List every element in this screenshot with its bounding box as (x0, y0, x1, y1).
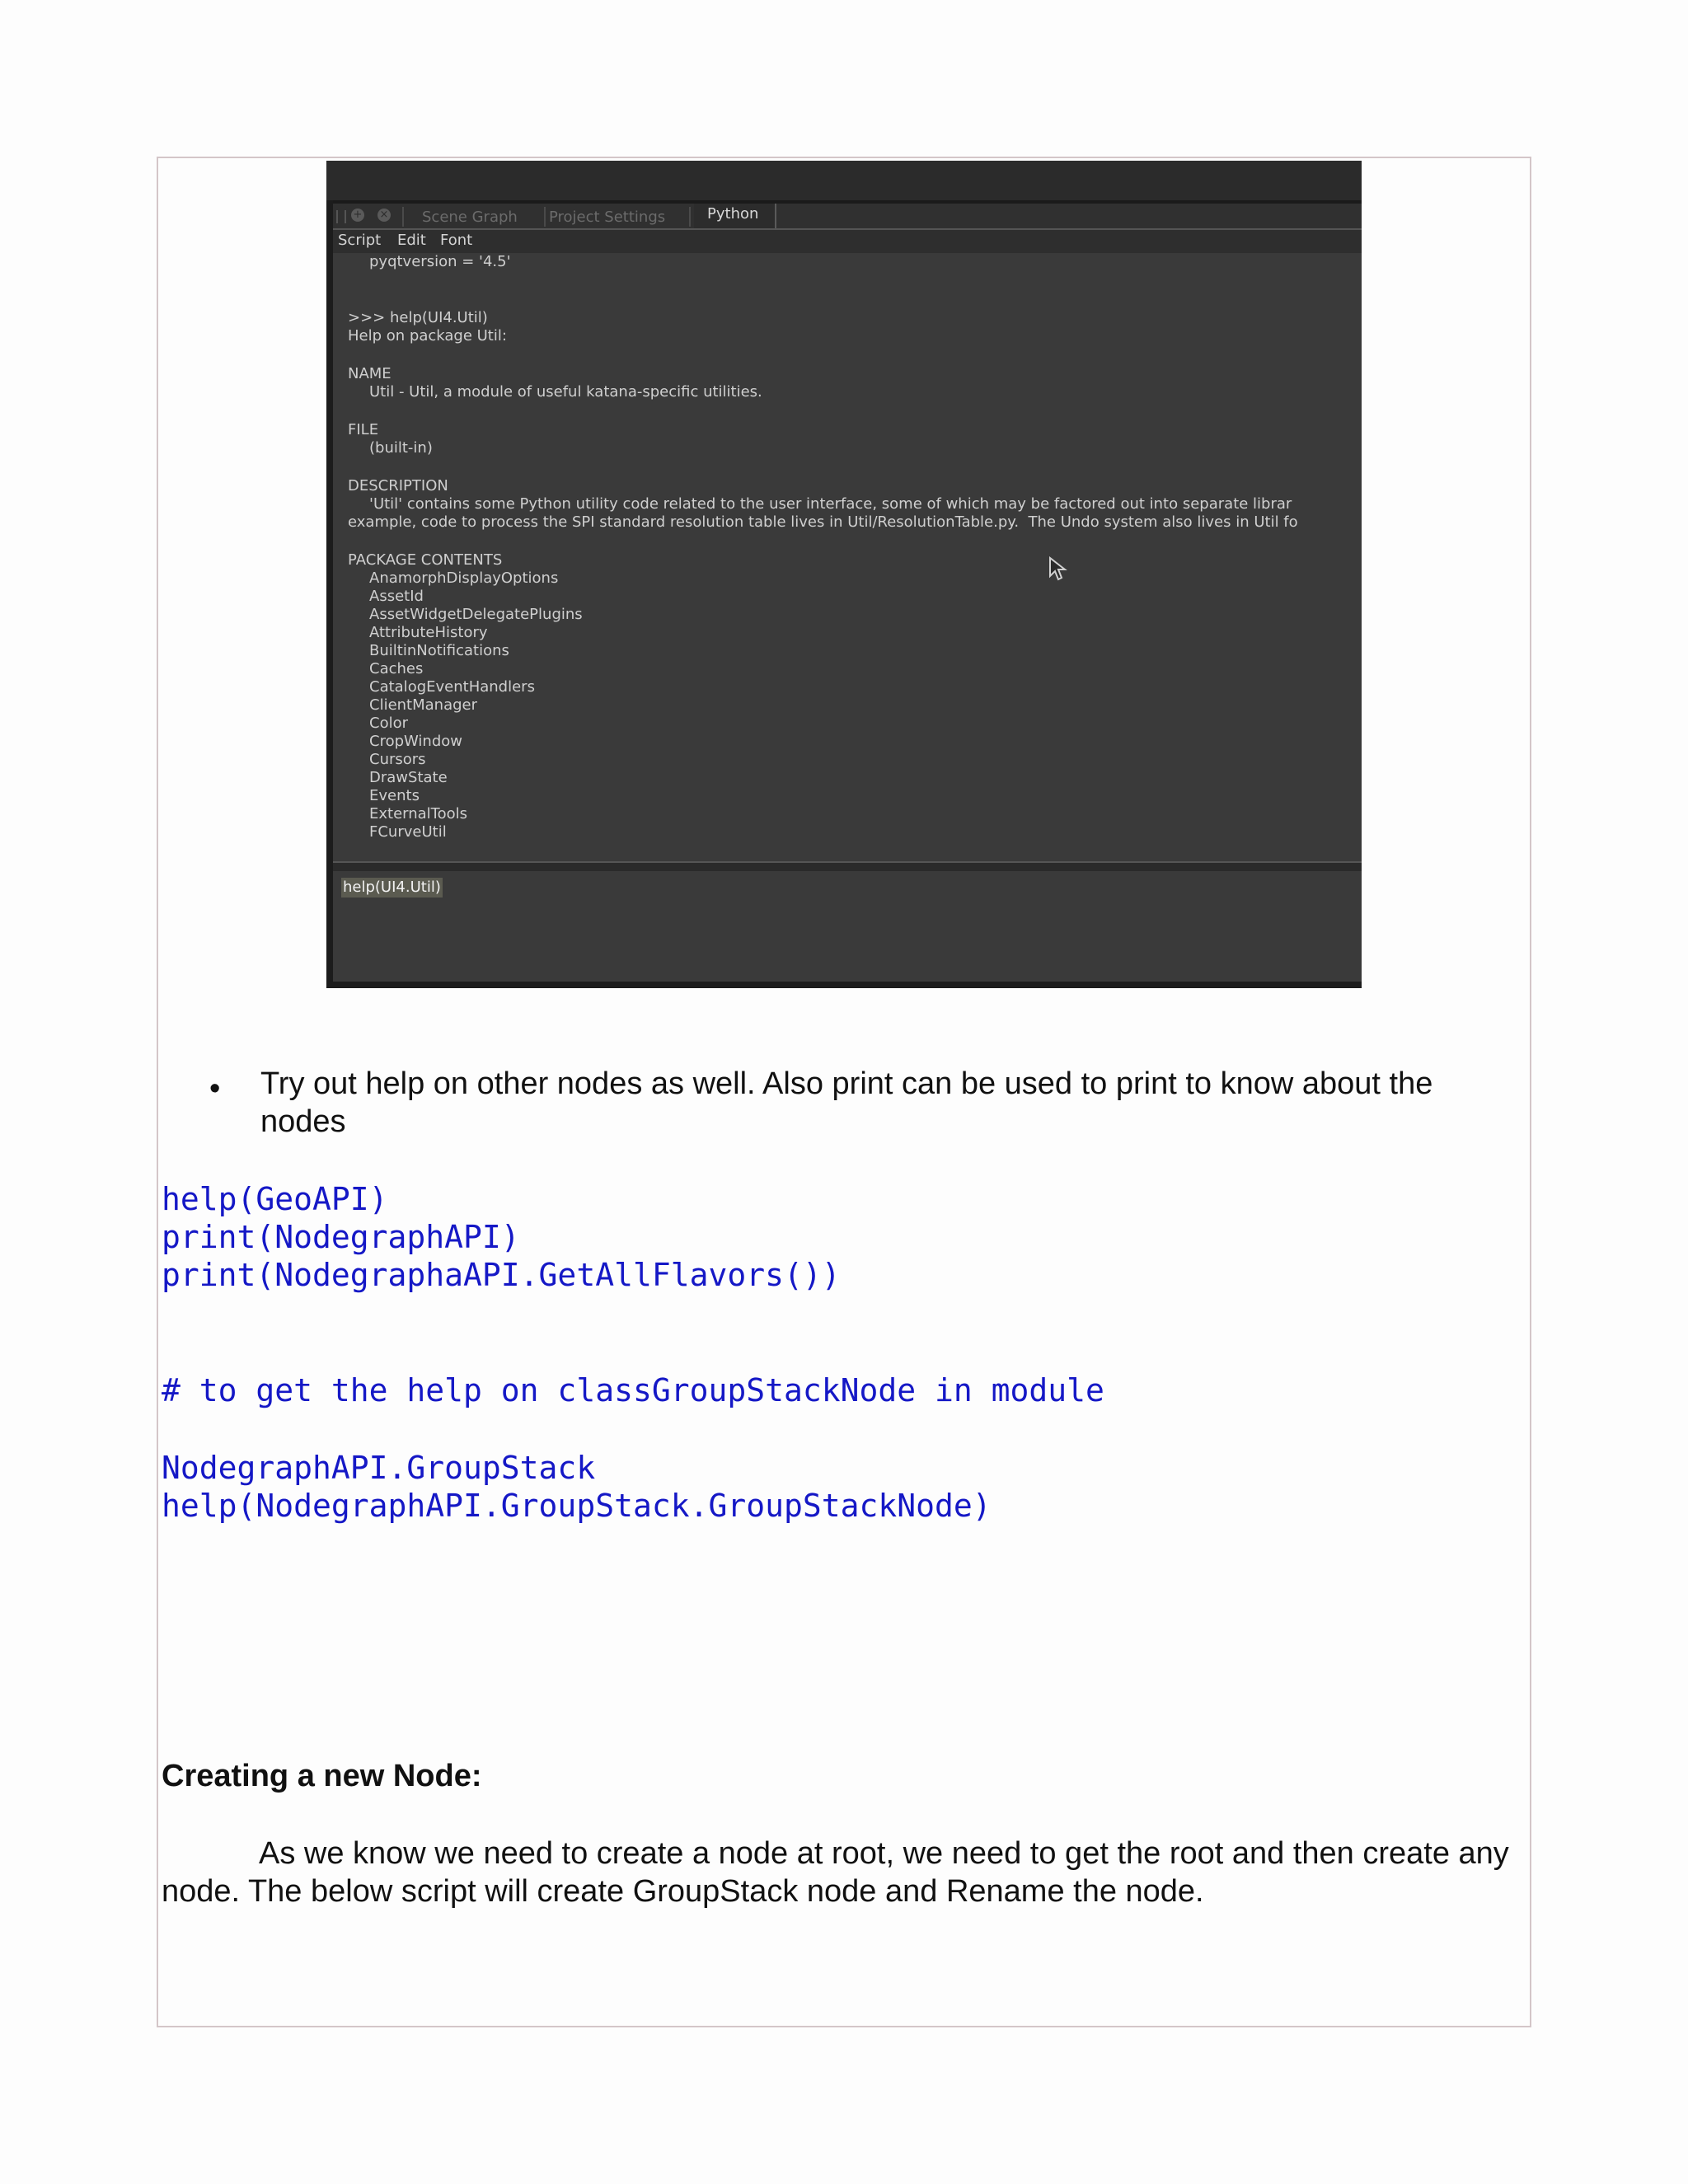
tab-separator (544, 207, 546, 227)
python-input-panel[interactable] (333, 871, 1362, 980)
output-line: Util - Util, a module of useful katana-specific utilities. (369, 383, 762, 401)
output-line: AssetId (369, 588, 424, 605)
output-text-area (340, 245, 1362, 851)
output-line: ClientManager (369, 696, 478, 714)
output-line: FILE (348, 421, 379, 438)
tab-project-settings[interactable]: Project Settings (549, 209, 666, 226)
output-line: example, code to process the SPI standard resolution table lives in Util/ResolutionTable.py. The Undo system also lives in Util fo (348, 513, 1298, 531)
output-line: >>> help(UI4.Util) (348, 309, 488, 326)
output-line: Events (369, 787, 420, 804)
bullet-point-icon: • (209, 1071, 221, 1106)
bullet-text: Try out help on other nodes as well. Also print can be used to print to know about the nodes (260, 1066, 1433, 1139)
tab-python[interactable]: Python (707, 205, 759, 223)
mouse-pointer-icon (1048, 556, 1068, 583)
output-line: AttributeHistory (369, 624, 488, 641)
tab-separator (402, 207, 404, 227)
grip-icon[interactable] (336, 210, 346, 223)
output-line: NAME (348, 365, 392, 382)
output-line: Help on package Util: (348, 327, 507, 344)
screenshot-bottom-border (326, 982, 1362, 988)
add-tab-icon[interactable]: + (351, 209, 364, 222)
output-line: DrawState (369, 769, 448, 786)
output-line: AnamorphDisplayOptions (369, 569, 559, 587)
output-line: Color (369, 715, 408, 732)
output-line: CatalogEventHandlers (369, 678, 535, 696)
python-input-text: help(UI4.Util) (343, 879, 441, 896)
screenshot-top-bar (326, 161, 1362, 205)
output-line: Caches (369, 660, 424, 677)
tab-separator (689, 207, 691, 227)
output-line: AssetWidgetDelegatePlugins (369, 606, 583, 623)
output-line: Cursors (369, 751, 426, 768)
screenshot-left-border (326, 200, 333, 988)
menu-font[interactable]: Font (440, 232, 473, 249)
output-line: PACKAGE CONTENTS (348, 551, 503, 569)
output-line: ExternalTools (369, 805, 468, 823)
code-line: help(NodegraphAPI.GroupStack.GroupStackNode) (162, 1488, 992, 1524)
output-line: 'Util' contains some Python utility code related to the user interface, some of which may be factored out into separate librar (369, 495, 1292, 513)
output-line: BuiltinNotifications (369, 642, 509, 659)
tab-scene-graph[interactable]: Scene Graph (422, 209, 518, 226)
output-line: DESCRIPTION (348, 477, 448, 494)
menu-edit[interactable]: Edit (397, 232, 426, 249)
section-heading: Creating a new Node: (162, 1759, 482, 1793)
menu-script[interactable]: Script (338, 232, 382, 249)
code-line: print(NodegraphaAPI.GetAllFlavors()) (162, 1257, 841, 1293)
output-line: pyqtversion = '4.5' (369, 253, 511, 270)
body-paragraph: As we know we need to create a node at root, we need to get the root and then create any node. The below script will create GroupStack node and Rename the node. (162, 1836, 1509, 1909)
screenshot-tab-bar (333, 204, 1362, 230)
output-line: CropWindow (369, 733, 462, 750)
code-line: help(GeoAPI) (162, 1181, 388, 1217)
python-tab-screenshot (326, 161, 1362, 988)
output-line: (built-in) (369, 439, 433, 457)
code-line: print(NodegraphAPI) (162, 1219, 520, 1255)
code-comment: # to get the help on classGroupStackNode in module (162, 1372, 1104, 1408)
close-tab-icon[interactable]: × (377, 209, 391, 222)
output-line: FCurveUtil (369, 823, 447, 841)
code-line: NodegraphAPI.GroupStack (162, 1450, 596, 1486)
